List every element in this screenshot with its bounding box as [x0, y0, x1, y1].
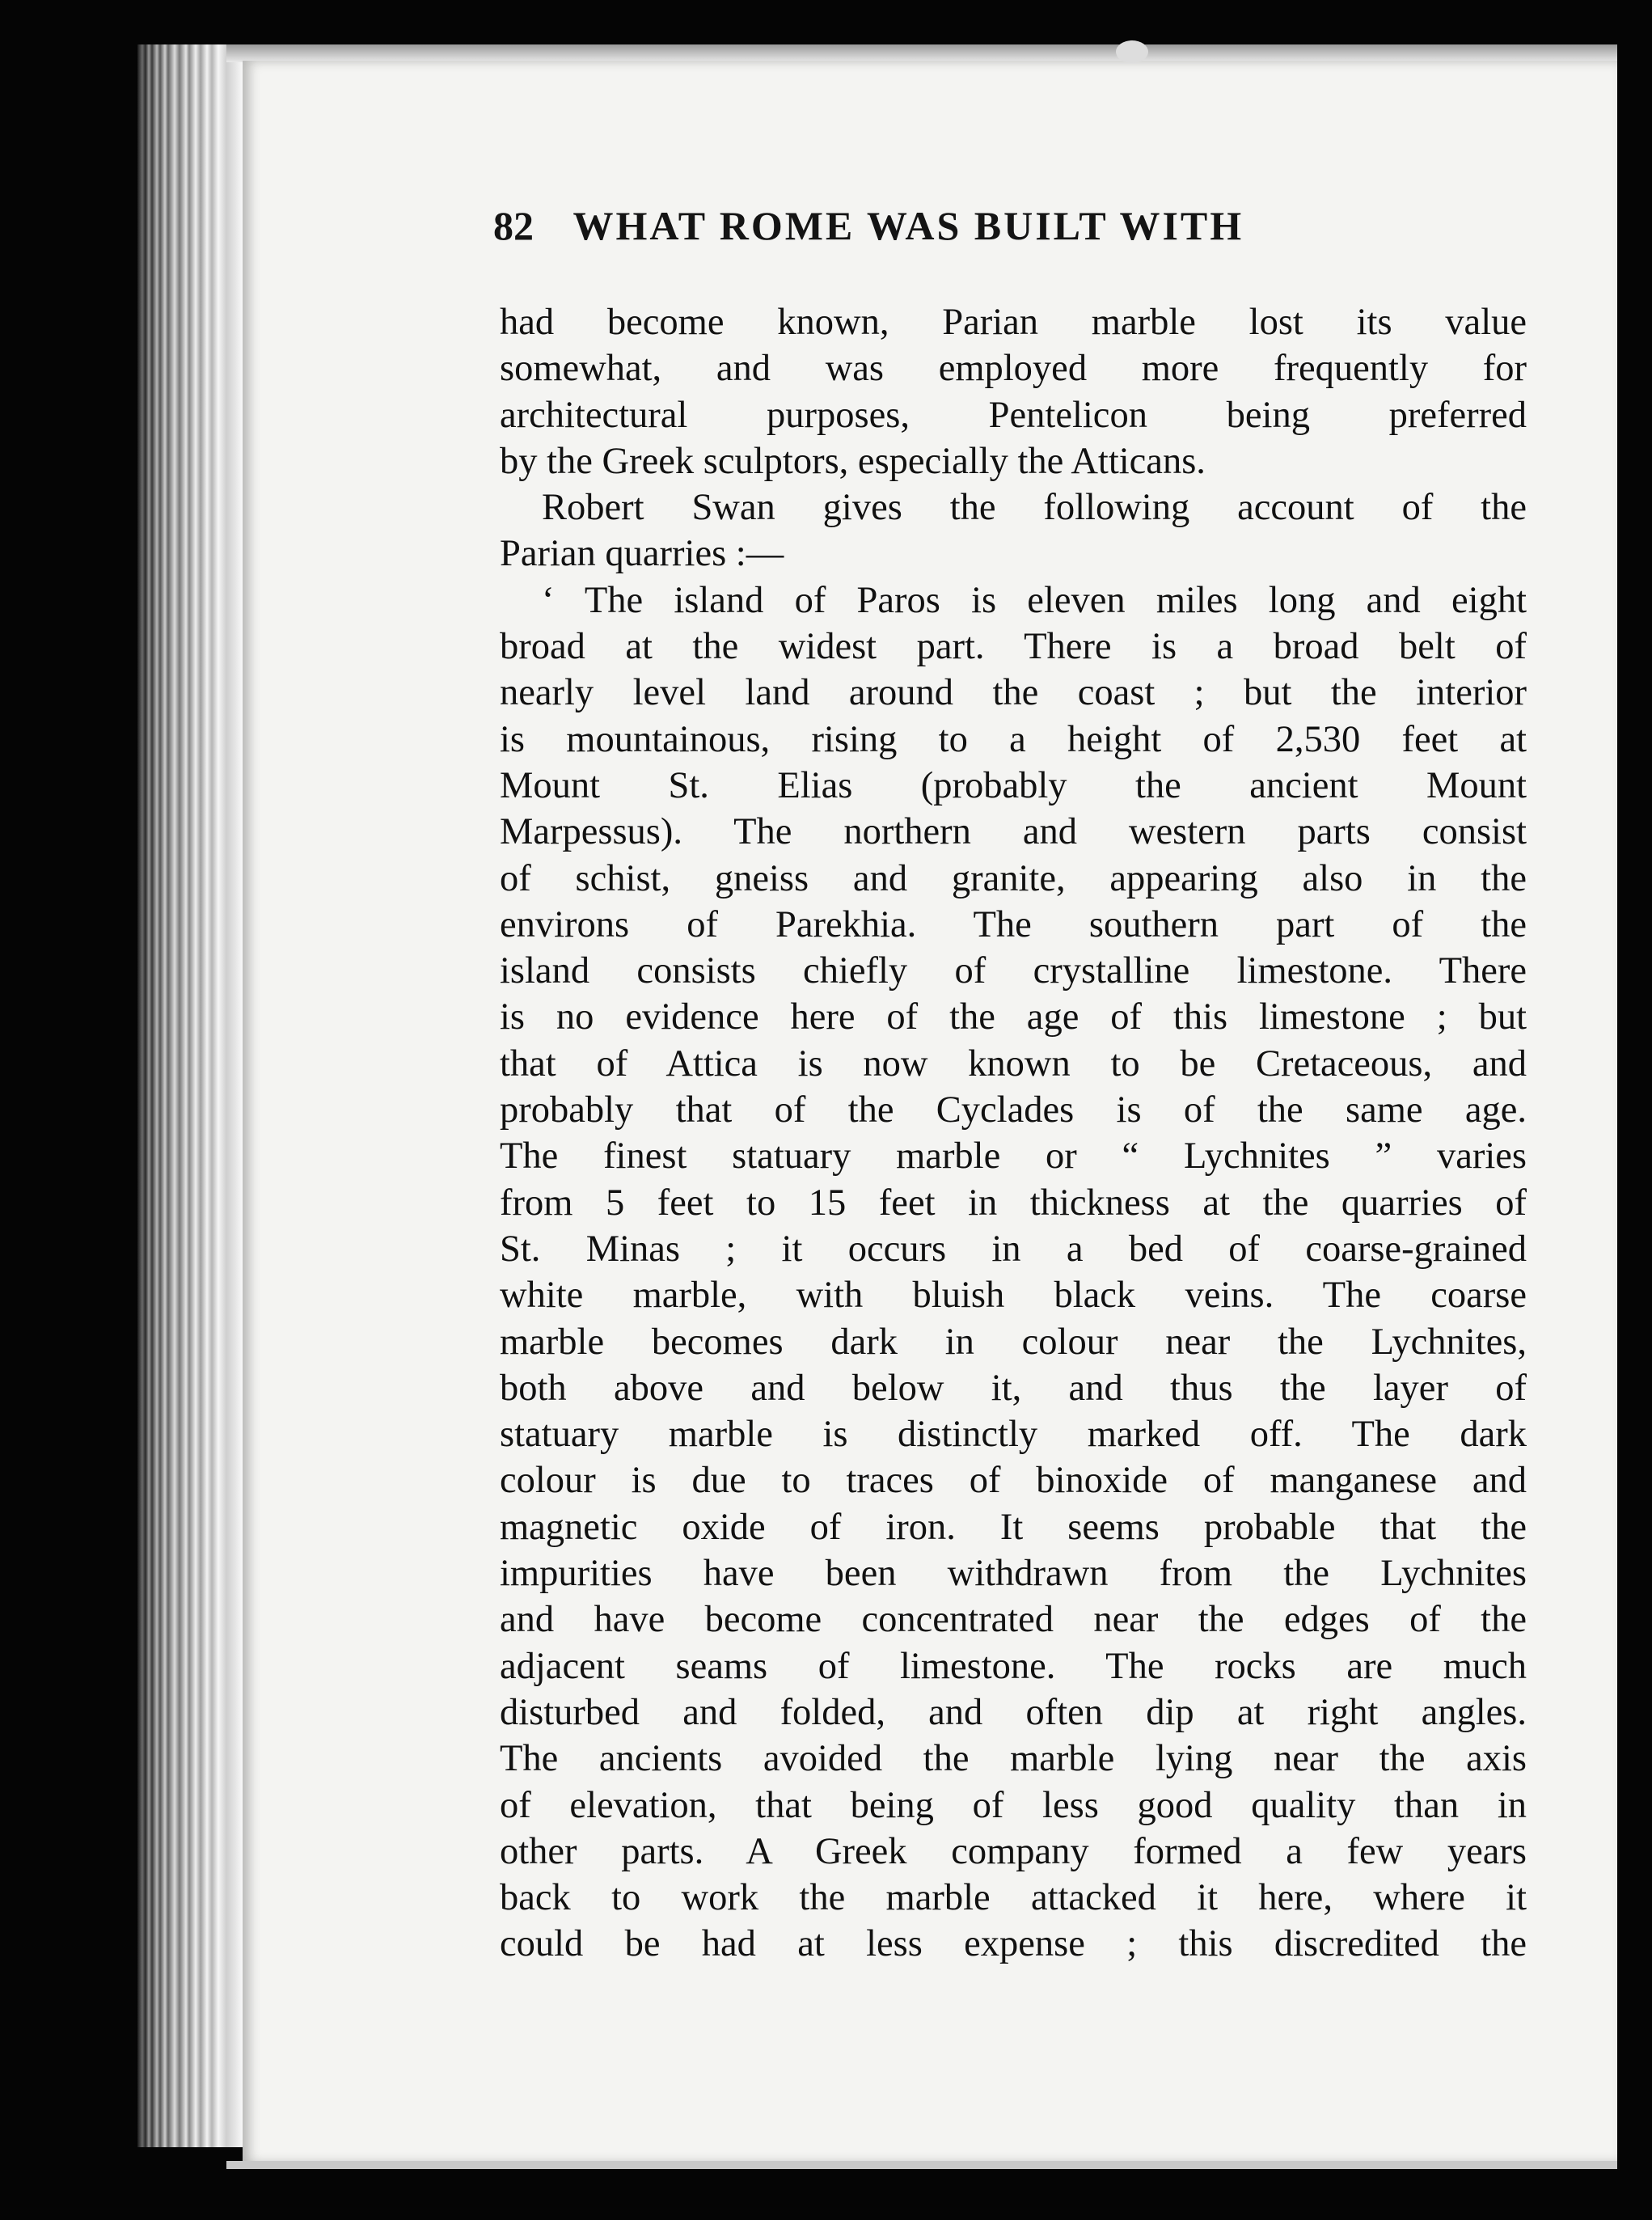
text-line: colour is due to traces of binoxide of manganese and: [500, 1460, 1527, 1502]
text-line: both above and below it, and thus the layer of: [500, 1367, 1527, 1409]
text-line: island consists chiefly of crystalline limestone. There: [500, 950, 1527, 992]
text-line: marble becomes dark in colour near the Lychnites,: [500, 1321, 1527, 1363]
text-line: other parts. A Greek company formed a few years: [500, 1830, 1527, 1872]
text-line: could be had at less expense ; this discredited the: [500, 1923, 1527, 1965]
text-line: statuary marble is distinctly marked off. The dark: [500, 1414, 1527, 1456]
running-header: [493, 202, 1423, 249]
text-line: Mount St. Elias (probably the ancient Mount: [500, 764, 1527, 806]
text-line: ‘ The island of Paros is eleven miles long and eight: [542, 579, 1527, 621]
text-line: nearly level land around the coast ; but the interior: [500, 672, 1527, 714]
text-line: that of Attica is now known to be Cretaceous, and: [500, 1042, 1527, 1085]
text-line: somewhat, and was employed more frequently for: [500, 348, 1527, 390]
text-line: Parian quarries :—: [500, 533, 784, 575]
text-line: by the Greek sculptors, especially the Atticans.: [500, 440, 1206, 482]
text-line: is no evidence here of the age of this limestone ; but: [500, 996, 1527, 1038]
page-bottom-edge: [226, 2161, 1617, 2169]
running-title: WHAT ROME WAS BUILT WITH: [572, 203, 1244, 248]
text-line: probably that of the Cyclades is of the same age.: [500, 1089, 1527, 1131]
text-line: is mountainous, rising to a height of 2,530 feet at: [500, 718, 1527, 760]
text-line: The ancients avoided the marble lying near the axis: [500, 1738, 1527, 1780]
text-line: back to work the marble attacked it here, where it: [500, 1877, 1527, 1919]
text-line: Marpessus). The northern and western parts consist: [500, 811, 1527, 853]
text-line: The finest statuary marble or “ Lychnites ” varies: [500, 1135, 1527, 1178]
body-text: [500, 299, 1527, 1968]
text-line: St. Minas ; it occurs in a bed of coarse-grained: [500, 1228, 1527, 1270]
page-top-edge: [226, 44, 1617, 62]
text-line: Robert Swan gives the following account of the: [542, 487, 1527, 529]
text-line: environs of Parekhia. The southern part of the: [500, 903, 1527, 945]
text-line: adjacent seams of limestone. The rocks are much: [500, 1645, 1527, 1687]
text-line: from 5 feet to 15 feet in thickness at the quarries of: [500, 1182, 1527, 1224]
scan-blot: [1116, 40, 1148, 63]
text-line: architectural purposes, Pentelicon being preferred: [500, 394, 1527, 436]
text-line: disturbed and folded, and often dip at right angles.: [500, 1691, 1527, 1733]
text-line: of elevation, that being of less good quality than in: [500, 1784, 1527, 1826]
text-line: broad at the widest part. There is a broad belt of: [500, 626, 1527, 668]
book-page-edges: [137, 44, 243, 2147]
text-line: magnetic oxide of iron. It seems probable that the: [500, 1506, 1527, 1548]
text-line: impurities have been withdrawn from the Lychnites: [500, 1553, 1527, 1595]
text-line: had become known, Parian marble lost its value: [500, 302, 1527, 343]
text-line: and have become concentrated near the edges of the: [500, 1599, 1527, 1641]
text-line: white marble, with bluish black veins. The coarse: [500, 1275, 1527, 1317]
page-number: 82: [493, 203, 534, 248]
text-line: of schist, gneiss and granite, appearing also in the: [500, 857, 1527, 899]
